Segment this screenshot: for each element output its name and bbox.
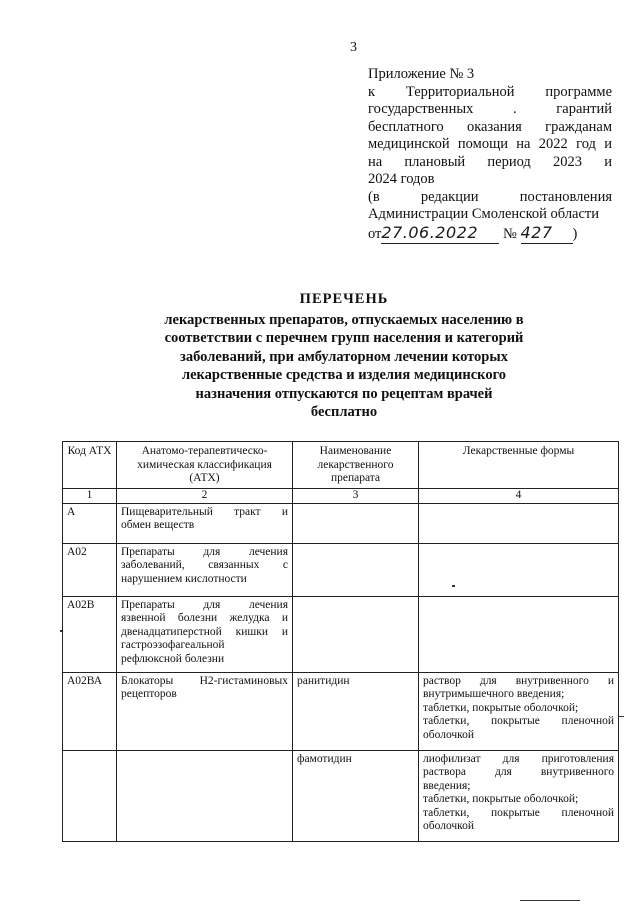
header-code: Код АТХ [63, 442, 117, 489]
scan-speck [60, 630, 62, 632]
scan-speck [618, 716, 624, 717]
column-number: 1 [63, 488, 117, 503]
form-line: введения; [423, 779, 471, 792]
resolution-date-line [368, 224, 612, 245]
appendix-line: на плановый период 2023 и [368, 153, 612, 170]
atc-class [117, 503, 293, 543]
scan-speck [452, 585, 455, 587]
table-row [63, 543, 619, 596]
column-number: 3 [293, 488, 419, 503]
class-line: Препараты для лечения [121, 598, 288, 611]
class-line: обмен веществ [121, 519, 195, 531]
title-heading: ПЕРЕЧЕНЬ [299, 291, 389, 307]
table-row [63, 750, 619, 841]
drug-name [293, 503, 419, 543]
form-line: оболочкой [423, 728, 475, 741]
table-row [63, 596, 619, 672]
form-line: таблетки, покрытые пленочной [423, 715, 614, 727]
drug-list-table [62, 441, 619, 842]
column-number: 2 [117, 488, 293, 503]
class-line: заболеваний, связанных с [121, 559, 288, 571]
appendix-line: Администрации Смоленской области [368, 206, 600, 222]
class-line: Пищеварительный тракт и [121, 505, 288, 518]
date-field [381, 224, 499, 245]
drug-name [293, 596, 419, 672]
drug-forms [419, 672, 619, 750]
form-line: таблетки, покрытые оболочкой; [423, 793, 579, 805]
title-line: заболеваний, при амбулаторном лечении которых [180, 348, 508, 365]
class-line: рецепторов [121, 688, 177, 700]
drug-forms [419, 750, 619, 841]
closing-paren: ) [572, 225, 578, 242]
handwritten-number: 427 [520, 222, 553, 242]
form-line: оболочкой [423, 820, 475, 832]
number-field [521, 224, 573, 245]
class-line: двенадцатиперстной кишки и [121, 625, 288, 638]
appendix-line: медицинской помощи на 2022 год и [368, 136, 612, 152]
appendix-line: 2024 годов [368, 171, 435, 187]
table-row [63, 672, 619, 750]
class-line: язвенной болезни желудка и [121, 612, 288, 624]
class-line: рефлюксной болезни [121, 652, 225, 665]
class-line: гастроэзофагеальной [121, 639, 225, 651]
header-forms: Лекарственные формы [419, 442, 619, 489]
class-line: Блокаторы Н2-гистаминовых [121, 674, 288, 687]
atc-code: А [63, 503, 117, 543]
atc-class [117, 543, 293, 596]
form-line: раствора для внутривенного [423, 766, 614, 778]
appendix-line: Приложение № 3 [368, 66, 475, 82]
drug-forms [419, 503, 619, 543]
header-drug-name: Наименование лекарственного препарата [293, 442, 419, 489]
table-header-row [63, 442, 619, 489]
document-title [120, 290, 568, 422]
title-line: бесплатно [310, 404, 378, 420]
atc-code [63, 750, 117, 841]
page-number: 3 [350, 40, 357, 55]
atc-code: А02 [63, 543, 117, 596]
scan-speck [520, 900, 580, 901]
title-line: лекарственных препаратов, отпускаемых населению в [164, 311, 524, 328]
drug-forms [419, 543, 619, 596]
drug-name: ранитидин [293, 672, 419, 750]
column-number-row [63, 488, 619, 503]
form-line: внутримышечного введения; [423, 688, 565, 700]
appendix-block [368, 66, 612, 244]
header-atc-class: Анатомо-терапевтическо-химическая классификация (АТХ) [117, 442, 293, 489]
column-number: 4 [419, 488, 619, 503]
form-line: таблетки, покрытые оболочкой; [423, 701, 579, 714]
drug-name: фамотидин [293, 750, 419, 841]
handwritten-date: 27.06.2022 [381, 222, 479, 242]
atc-class [117, 596, 293, 672]
atc-code: А02В [63, 596, 117, 672]
appendix-line: бесплатного оказания гражданам [368, 118, 612, 135]
title-line: соответствии с перечнем групп населения и категорий [164, 330, 524, 346]
appendix-line: (в редакции постановления [368, 188, 612, 205]
date-prefix: от [368, 225, 382, 242]
drug-forms [419, 596, 619, 672]
number-prefix: № [503, 225, 517, 242]
class-line: нарушением кислотности [121, 572, 247, 585]
class-line: Препараты для лечения [121, 545, 288, 558]
appendix-line: государственных . гарантий [368, 101, 612, 117]
table-row [63, 503, 619, 543]
title-line: лекарственные средства и изделия медицинского [181, 367, 507, 383]
title-line: назначения отпускаются по рецептам врачей [195, 385, 493, 402]
form-line: таблетки, покрытые пленочной [423, 806, 614, 819]
atc-code: А02ВА [63, 672, 117, 750]
form-line: раствор для внутривенного и [423, 674, 614, 687]
atc-class [117, 750, 293, 841]
atc-class [117, 672, 293, 750]
drug-name [293, 543, 419, 596]
form-line: лиофилизат для приготовления [423, 752, 614, 765]
appendix-line: к Территориальной программе [368, 83, 612, 100]
